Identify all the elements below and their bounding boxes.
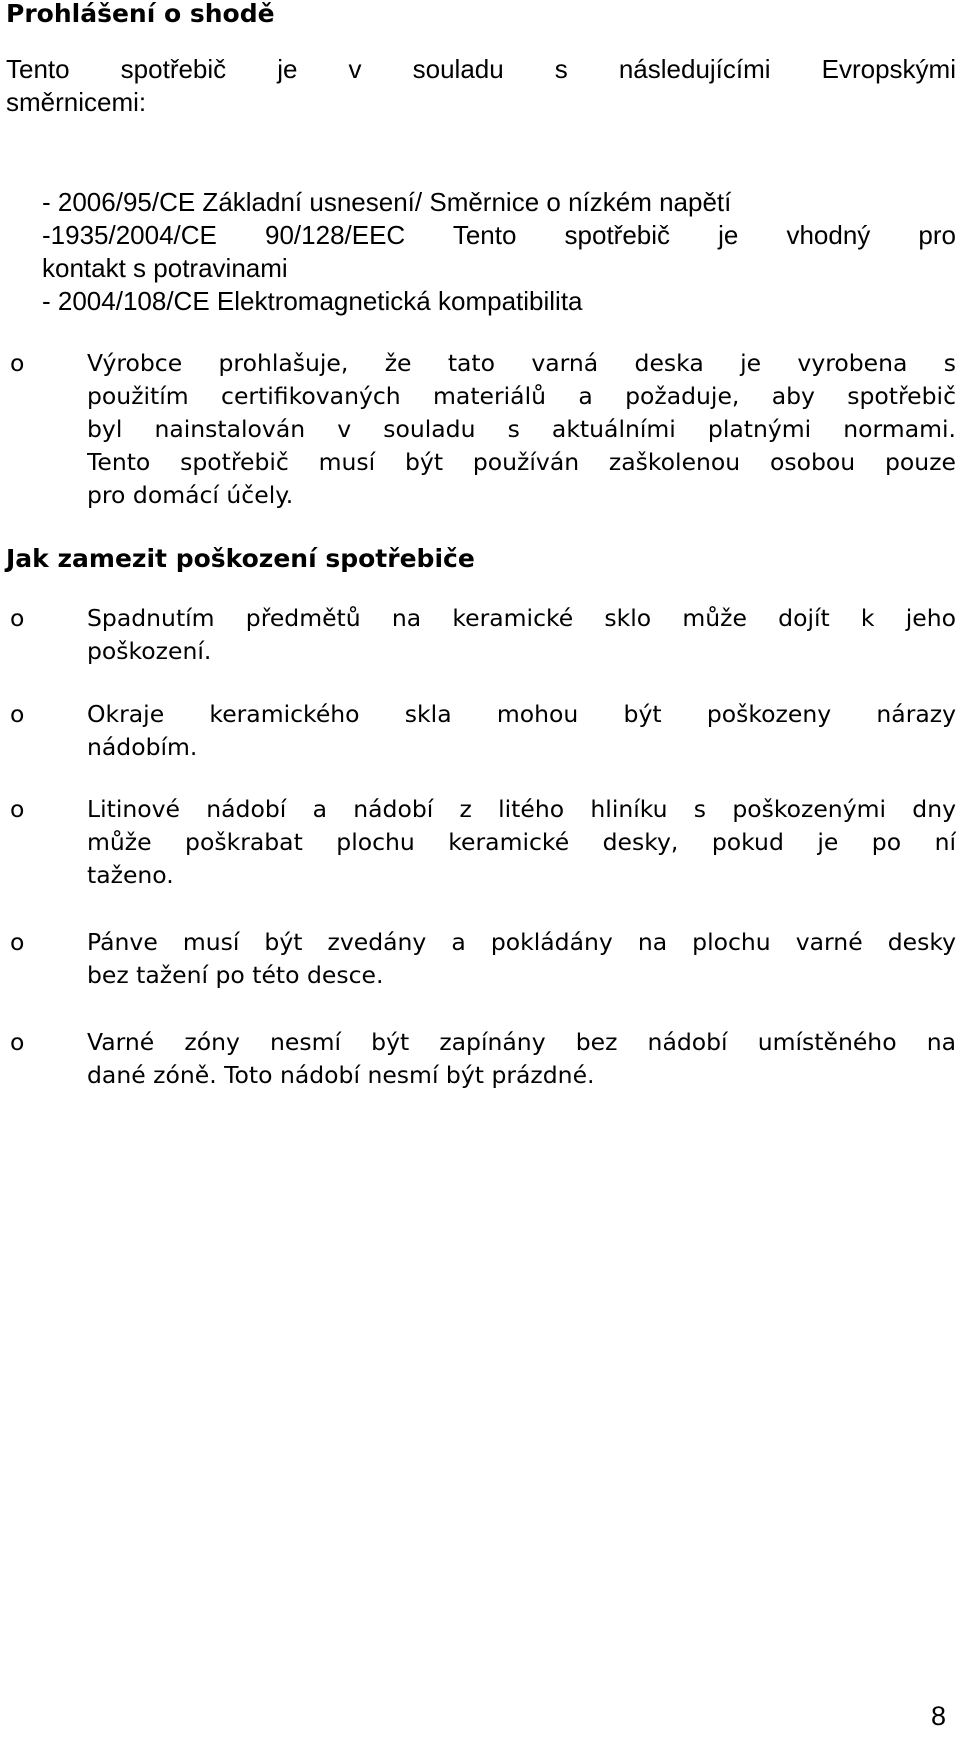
list-item-line: Varné zóny nesmí být zapínány bez nádobí umístěného na (87, 1028, 956, 1056)
directives-list (42, 186, 956, 318)
directive-line: -1935/2004/CE 90/128/EEC Tento spotřebič je vhodný pro (42, 220, 956, 250)
bullet-marker: o (10, 700, 25, 728)
bullet-marker: o (10, 604, 25, 632)
damage-prevention-heading: Jak zamezit poškození spotřebiče (6, 544, 475, 573)
list-item-line: Tento spotřebič musí být používán zaškolenou osobou pouze (87, 448, 956, 476)
intro-line: směrnicemi: (6, 87, 147, 117)
page-number: 8 (930, 1701, 946, 1731)
list-item-line: může poškrabat plochu keramické desky, pokud je po ní (87, 828, 956, 856)
list-item-text (87, 602, 956, 668)
list-item-line: bez tažení po této desce. (87, 961, 384, 989)
intro-line: Tento spotřebič je v souladu s následujícími Evropskými (6, 54, 956, 84)
list-item-text (87, 793, 956, 892)
list-item-text (87, 347, 956, 512)
list-item-text (87, 926, 956, 992)
directive-line: - 2006/95/CE Základní usnesení/ Směrnice o nízkém napětí (42, 187, 732, 217)
list-item-line: Litinové nádobí a nádobí z litého hliníku s poškozenými dny (87, 795, 956, 823)
list-item-line: Pánve musí být zvedány a pokládány na plochu varné desky (87, 928, 956, 956)
declaration-heading: Prohlášení o shodě (6, 0, 275, 28)
list-item-line: poškození. (87, 637, 212, 665)
list-item-line: Okraje keramického skla mohou být poškozeny nárazy (87, 700, 956, 728)
list-item-line: byl nainstalován v souladu s aktuálními platnými normami. (87, 415, 956, 443)
list-item-line: Spadnutím předmětů na keramické sklo může dojít k jeho (87, 604, 956, 632)
bullet-marker: o (10, 795, 25, 823)
directive-line: kontakt s potravinami (42, 253, 288, 283)
bullet-marker: o (10, 928, 25, 956)
bullet-marker: o (10, 1028, 25, 1056)
list-item-line: pro domácí účely. (87, 481, 294, 509)
list-item-line: dané zóně. Toto nádobí nesmí být prázdné. (87, 1061, 595, 1089)
list-item-text (87, 1026, 956, 1092)
directive-line: - 2004/108/CE Elektromagnetická kompatibilita (42, 286, 583, 316)
list-item-text (87, 698, 956, 764)
list-item-line: použitím certifikovaných materiálů a požaduje, aby spotřebič (87, 382, 956, 410)
list-item-line: taženo. (87, 861, 174, 889)
intro-paragraph (6, 53, 956, 119)
list-item-line: nádobím. (87, 733, 198, 761)
bullet-marker: o (10, 349, 25, 377)
list-item-line: Výrobce prohlašuje, že tato varná deska je vyrobena s (87, 349, 956, 377)
